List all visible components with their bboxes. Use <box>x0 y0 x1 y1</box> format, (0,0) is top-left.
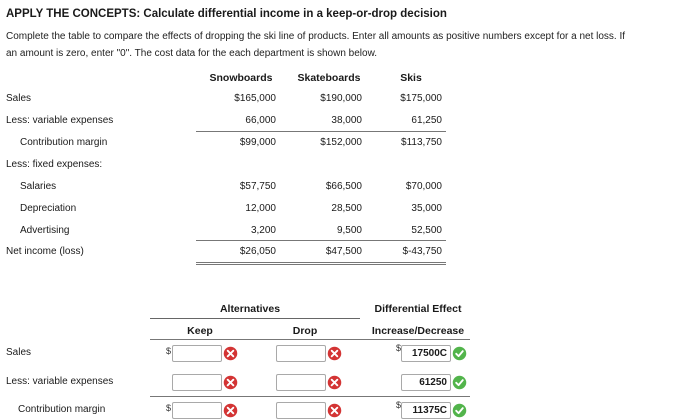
cell-depreciation-snowboards: 12,000 <box>245 203 276 214</box>
x-circle-icon <box>327 375 342 390</box>
diff-currency-sign: $ <box>396 400 402 410</box>
row-label-advertising: Advertising <box>20 225 70 236</box>
cell-sales-skateboards: $190,000 <box>320 93 362 104</box>
cell-variable-skis: 61,250 <box>411 115 442 126</box>
cell-advertising-skateboards: 9,500 <box>336 225 362 236</box>
keep-variable-input[interactable] <box>172 374 222 391</box>
differential-effect-header: Differential Effect <box>374 303 462 315</box>
cell-salaries-skis: $70,000 <box>405 181 442 192</box>
x-circle-icon <box>327 346 342 361</box>
cell-depreciation-skis: 35,000 <box>411 203 442 214</box>
cell-cm-skis: $113,750 <box>401 137 442 148</box>
row-label-depreciation: Depreciation <box>20 203 77 214</box>
check-circle-icon <box>452 375 467 390</box>
check-circle-icon <box>452 403 467 418</box>
page-title: APPLY THE CONCEPTS: Calculate differential income in a keep-or-drop decision <box>6 8 447 20</box>
row-label-variable-expenses: Less: variable expenses <box>6 115 114 126</box>
x-circle-icon <box>327 403 342 418</box>
check-circle-icon <box>452 346 467 361</box>
instructions-line-1: Complete the table to compare the effects of dropping the ski line of products. Enter all amounts as positive numbers except for a net loss. If <box>6 31 626 42</box>
column-header-skis: Skis <box>400 72 422 84</box>
subtotal-rule-alt <box>150 396 470 397</box>
double-rule-top <box>196 262 446 263</box>
alt-row-label-contribution-margin: Contribution margin <box>18 404 106 415</box>
diff-currency-sign: $ <box>396 343 402 353</box>
x-circle-icon <box>223 403 238 418</box>
drop-variable-input[interactable] <box>276 374 326 391</box>
cell-salaries-skateboards: $66,500 <box>325 181 362 192</box>
cell-net-income-skateboards: $47,500 <box>325 246 362 257</box>
keep-sales-input[interactable] <box>172 345 222 362</box>
alternatives-header-rule <box>150 318 360 319</box>
keep-header: Keep <box>187 325 213 337</box>
row-label-contribution-margin: Contribution margin <box>20 137 108 148</box>
cell-advertising-snowboards: 3,200 <box>250 225 276 236</box>
cell-cm-skateboards: $152,000 <box>320 137 362 148</box>
cell-cm-snowboards: $99,000 <box>239 137 276 148</box>
cell-variable-snowboards: 66,000 <box>245 115 276 126</box>
diff-sales-input[interactable]: 17500C <box>401 345 451 362</box>
cell-salaries-snowboards: $57,750 <box>239 181 276 192</box>
keep-currency-sign: $ <box>166 403 172 413</box>
column-header-rule <box>150 339 470 340</box>
diff-cm-input[interactable]: 11375C <box>401 402 451 419</box>
alt-row-label-sales: Sales <box>6 347 32 358</box>
row-label-net-income: Net income (loss) <box>6 246 84 257</box>
row-label-fixed-expenses: Less: fixed expenses: <box>6 159 103 170</box>
total-rule <box>196 240 446 241</box>
cell-depreciation-skateboards: 28,500 <box>331 203 362 214</box>
instructions-line-2: an amount is zero, enter "0". The cost data for the each department is shown below. <box>6 48 378 59</box>
drop-header: Drop <box>292 325 318 337</box>
subtotal-rule <box>196 131 446 132</box>
keep-currency-sign: $ <box>166 346 172 356</box>
cell-net-income-snowboards: $26,050 <box>239 246 276 257</box>
column-header-skateboards: Skateboards <box>297 72 361 84</box>
x-circle-icon <box>223 375 238 390</box>
increase-decrease-header: Increase/Decrease <box>371 325 465 337</box>
row-label-sales: Sales <box>6 93 32 104</box>
alternatives-header: Alternatives <box>219 303 281 315</box>
column-header-snowboards: Snowboards <box>209 72 273 84</box>
cell-net-income-skis: $-43,750 <box>402 246 442 257</box>
drop-sales-input[interactable] <box>276 345 326 362</box>
cell-sales-skis: $175,000 <box>400 93 442 104</box>
keep-cm-input[interactable] <box>172 402 222 419</box>
diff-variable-input[interactable]: 61250 <box>401 374 451 391</box>
drop-cm-input[interactable] <box>276 402 326 419</box>
cell-variable-skateboards: 38,000 <box>331 115 362 126</box>
alt-row-label-variable-expenses: Less: variable expenses <box>6 376 114 387</box>
row-label-salaries: Salaries <box>20 181 57 192</box>
double-rule-bottom <box>196 264 446 265</box>
cell-sales-snowboards: $165,000 <box>234 93 276 104</box>
cell-advertising-skis: 52,500 <box>411 225 442 236</box>
x-circle-icon <box>223 346 238 361</box>
